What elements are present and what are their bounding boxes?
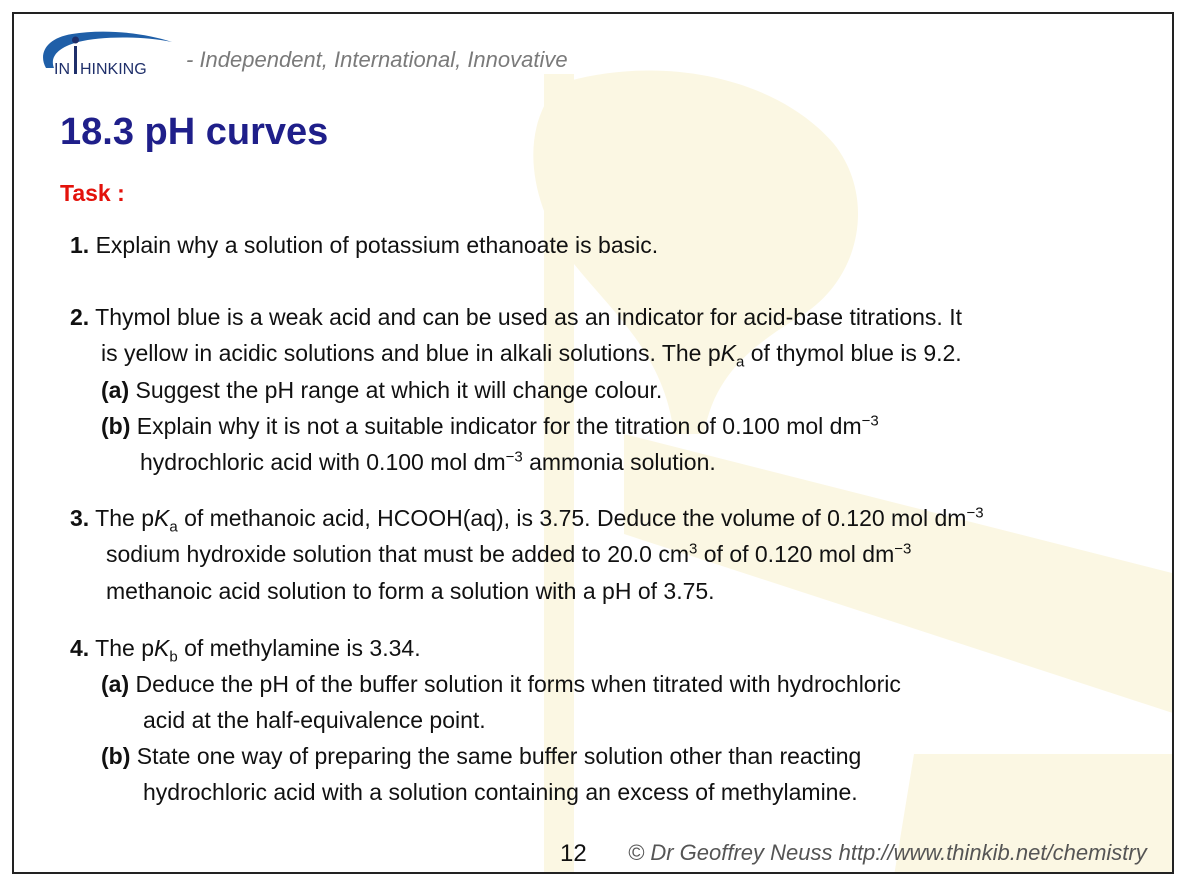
question-2a bbox=[101, 372, 662, 408]
question-number: 1. bbox=[70, 232, 90, 258]
page-title: 18.3 pH curves bbox=[60, 111, 329, 153]
question-number: 2. bbox=[70, 304, 90, 330]
part-label: (a) bbox=[101, 671, 130, 697]
question-2b-line-1 bbox=[101, 408, 879, 444]
question-3-line-1 bbox=[70, 500, 984, 536]
subscript: a bbox=[169, 518, 178, 536]
text-segment: The p bbox=[95, 505, 154, 531]
text-segment: sodium hydroxide solution that must be added to 20.0 cm bbox=[106, 541, 690, 567]
question-4a-line-2 bbox=[143, 702, 486, 738]
text-segment: methanoic acid solution to form a solution with a pH of 3.75. bbox=[106, 578, 715, 604]
text-segment: of methanoic acid, HCOOH(aq), is 3.75. Deduce the volume of 0.120 mol dm bbox=[177, 505, 967, 531]
part-text: Deduce the pH of the buffer solution it forms when titrated with hydrochloric bbox=[135, 671, 901, 697]
subscript: a bbox=[736, 353, 745, 371]
slide bbox=[12, 12, 1174, 874]
superscript: −3 bbox=[505, 448, 523, 466]
part-text: Suggest the pH range at which it will change colour. bbox=[135, 377, 663, 403]
question-4a-line-1 bbox=[101, 666, 901, 702]
question-4b-line-1 bbox=[101, 738, 861, 774]
part-label: (b) bbox=[101, 413, 131, 439]
superscript: −3 bbox=[861, 412, 879, 430]
question-3-line-2 bbox=[106, 536, 911, 572]
svg-text:HINKING: HINKING bbox=[80, 61, 147, 76]
tagline: - Independent, International, Innovative bbox=[186, 47, 568, 72]
part-label: (b) bbox=[101, 743, 131, 769]
part-label: (a) bbox=[101, 377, 130, 403]
question-2-line-1 bbox=[70, 299, 962, 335]
question-1 bbox=[70, 227, 658, 263]
question-4b-line-2 bbox=[143, 774, 858, 810]
text-segment: The p bbox=[95, 635, 154, 661]
question-2b-line-2 bbox=[140, 444, 716, 480]
text-segment: hydrochloric acid with 0.100 mol dm bbox=[140, 449, 506, 475]
question-text: Explain why a solution of potassium ethanoate is basic. bbox=[95, 232, 659, 258]
k-symbol: K bbox=[720, 340, 736, 366]
k-symbol: K bbox=[154, 635, 170, 661]
question-number: 4. bbox=[70, 635, 90, 661]
superscript: −3 bbox=[966, 504, 984, 522]
text-segment: of methylamine is 3.34. bbox=[177, 635, 421, 661]
k-symbol: K bbox=[154, 505, 170, 531]
superscript: 3 bbox=[689, 540, 698, 558]
inthinking-logo bbox=[32, 24, 182, 76]
superscript: −3 bbox=[894, 540, 912, 558]
question-text: Thymol blue is a weak acid and can be used as an indicator for acid-base titrations. It bbox=[95, 304, 962, 330]
part-text: State one way of preparing the same buffer solution other than reacting bbox=[136, 743, 862, 769]
question-number: 3. bbox=[70, 505, 90, 531]
svg-text:IN: IN bbox=[54, 61, 70, 76]
text-segment: of of 0.120 mol dm bbox=[697, 541, 895, 567]
page-number: 12 bbox=[560, 840, 587, 867]
task-label: Task : bbox=[60, 180, 125, 206]
question-2-line-2 bbox=[101, 335, 962, 371]
copyright-notice: © Dr Geoffrey Neuss http://www.thinkib.net/chemistry bbox=[628, 840, 1147, 865]
part-text: hydrochloric acid with a solution containing an excess of methylamine. bbox=[143, 779, 858, 805]
subscript: b bbox=[169, 648, 178, 666]
part-text: Explain why it is not a suitable indicator for the titration of 0.100 mol dm bbox=[136, 413, 862, 439]
part-text: acid at the half-equivalence point. bbox=[143, 707, 486, 733]
text-segment: ammonia solution. bbox=[522, 449, 716, 475]
text-segment: of thymol blue is 9.2. bbox=[744, 340, 962, 366]
question-3-line-3 bbox=[106, 573, 715, 609]
question-4-line-1 bbox=[70, 630, 421, 666]
text-segment: is yellow in acidic solutions and blue in alkali solutions. The p bbox=[101, 340, 721, 366]
